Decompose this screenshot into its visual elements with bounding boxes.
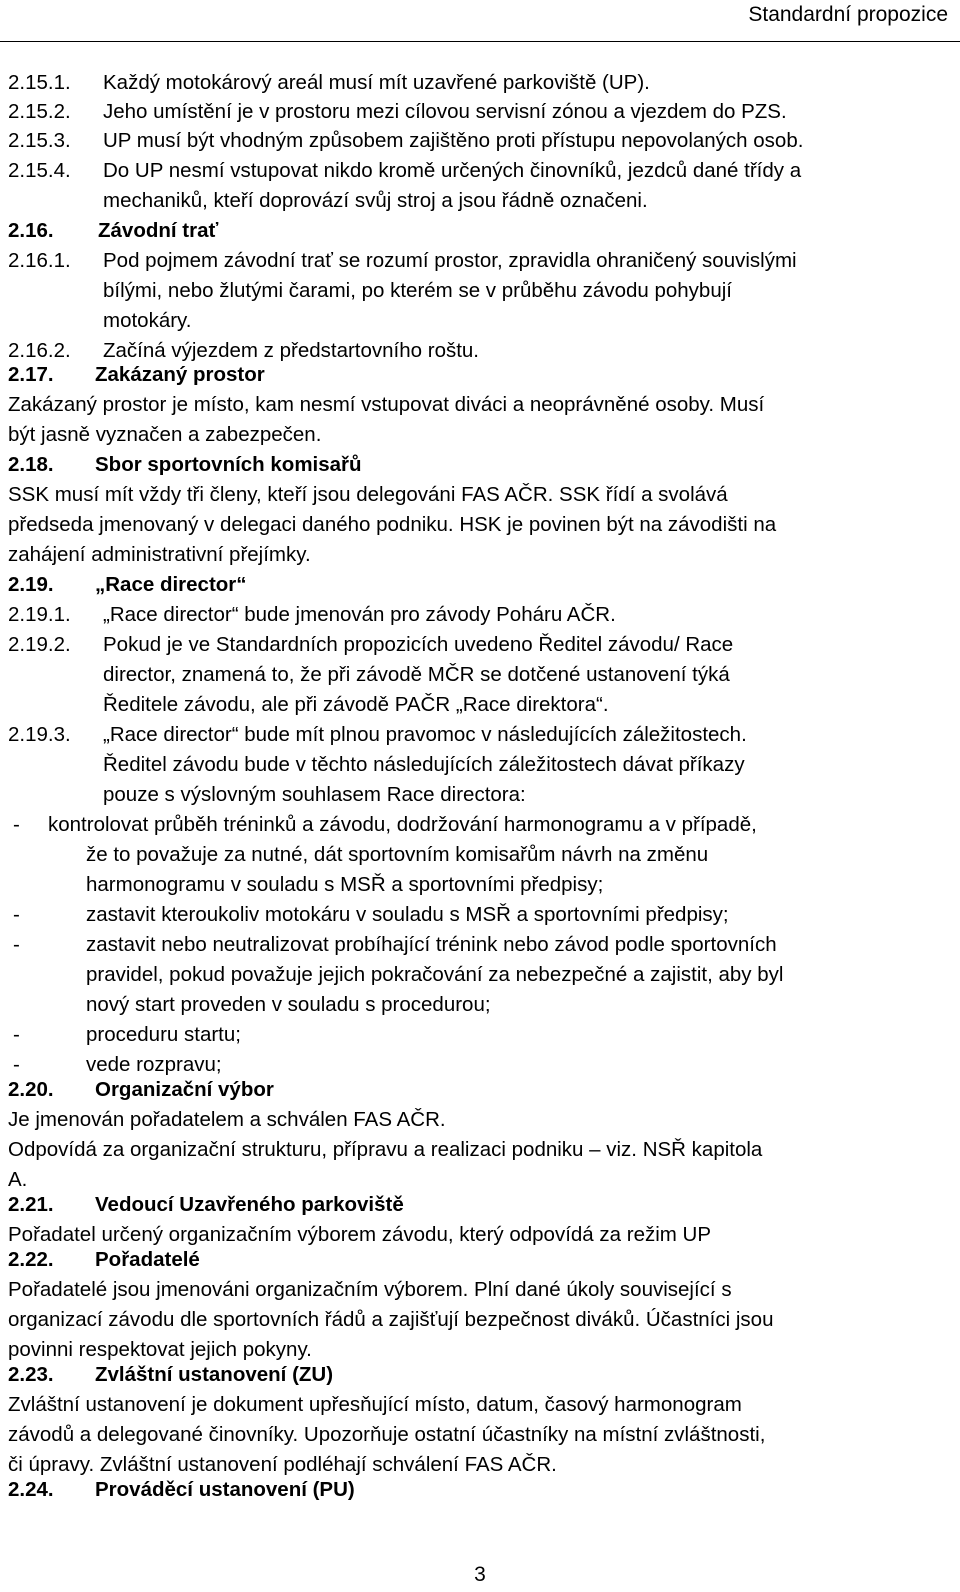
body-text-line: pouze s výslovným souhlasem Race directora: <box>103 783 526 806</box>
header-divider <box>0 41 960 42</box>
body-text-line: „Race director“ bude mít plnou pravomoc v následujících záležitostech. <box>103 723 747 746</box>
body-text-line: že to považuje za nutné, dát sportovním komisařům návrh na změnu <box>86 843 709 866</box>
body-text-line: povinni respektovat jejich pokyny. <box>8 1338 312 1361</box>
body-text-line: být jasně vyznačen a zabezpečen. <box>8 423 322 446</box>
body-text-line: Pod pojmem závodní trať se rozumí prostor, zpravidla ohraničený souvislými <box>103 249 797 272</box>
clause-number: 2.19.2. <box>8 633 71 656</box>
section-heading-text: Pořadatelé <box>95 1248 200 1271</box>
body-text-line: závodů a delegované činovníky. Upozorňuje ostatní účastníky na místní zvláštnosti, <box>8 1423 766 1446</box>
clause-number: 2.15.3. <box>8 129 71 152</box>
clause-number: - <box>13 933 20 956</box>
section-heading-text: 2.20. <box>8 1078 54 1101</box>
clause-number: - <box>13 1053 20 1076</box>
clause-number: 2.16.2. <box>8 339 71 362</box>
body-text-line: SSK musí mít vždy tři členy, kteří jsou delegováni FAS AČR. SSK řídí a svolává <box>8 483 728 506</box>
body-text-line: Odpovídá za organizační strukturu, přípravu a realizaci podniku – viz. NSŘ kapitola <box>8 1138 763 1161</box>
section-heading-text: Zvláštní ustanovení (ZU) <box>95 1363 334 1386</box>
clause-number: 2.16.1. <box>8 249 71 272</box>
body-text-line: nový start proveden v souladu s procedurou; <box>86 993 491 1016</box>
clause-number: - <box>13 1023 20 1046</box>
clause-number: - <box>13 813 20 836</box>
body-text-line: Začíná výjezdem z předstartovního roštu. <box>103 339 480 362</box>
body-text-line: Ředitel závodu bude v těchto následujících záležitostech dávat příkazy <box>103 753 745 776</box>
section-heading-text: Vedoucí Uzavřeného parkoviště <box>95 1193 404 1216</box>
section-heading-text: Organizační výbor <box>95 1078 274 1101</box>
body-text-line: mechaniků, kteří doprovází svůj stroj a jsou řádně označeni. <box>103 189 648 212</box>
body-text-line: Pořadatel určený organizačním výborem závodu, který odpovídá za režim UP <box>8 1223 712 1246</box>
body-text-line: Zakázaný prostor je místo, kam nesmí vstupovat diváci a neoprávněné osoby. Musí <box>8 393 765 416</box>
body-text-line: zastavit nebo neutralizovat probíhající trénink nebo závod podle sportovních <box>86 933 777 956</box>
body-text-line: A. <box>8 1168 28 1191</box>
body-text-line: director, znamená to, že při závodě MČR se dotčené ustanovení týká <box>103 663 730 686</box>
section-heading-text: 2.21. <box>8 1193 54 1216</box>
page-number: 3 <box>474 1563 486 1586</box>
section-heading-text: 2.18. <box>8 453 54 476</box>
clause-number: - <box>13 903 20 926</box>
body-text-line: Každý motokárový areál musí mít uzavřené parkoviště (UP). <box>103 71 650 94</box>
section-heading-text: Zakázaný prostor <box>95 363 265 386</box>
body-text-line: předseda jmenovaný v delegaci daného podniku. HSK je povinen být na závodišti na <box>8 513 777 536</box>
section-heading-text: 2.17. <box>8 363 54 386</box>
body-text-line: pravidel, pokud považuje jejich pokračování za nebezpečné a zajistit, aby byl <box>86 963 784 986</box>
clause-number: 2.15.1. <box>8 71 71 94</box>
section-heading-text: 2.19. <box>8 573 54 596</box>
section-heading-text: Závodní trať <box>98 219 219 242</box>
body-text-line: organizací závodu dle sportovních řádů a zajišťují bezpečnost diváků. Účastníci jsou <box>8 1308 774 1331</box>
body-text-line: zahájení administrativní přejímky. <box>8 543 311 566</box>
section-heading-text: „Race director“ <box>95 573 247 596</box>
body-text-line: Ředitele závodu, ale při závodě PAČR „Race direktora“. <box>103 693 609 716</box>
section-heading-text: 2.22. <box>8 1248 54 1271</box>
body-text-line: proceduru startu; <box>86 1023 241 1046</box>
clause-number: 2.15.4. <box>8 159 71 182</box>
body-text-line: Zvláštní ustanovení je dokument upřesňující místo, datum, časový harmonogram <box>8 1393 742 1416</box>
clause-number: 2.19.3. <box>8 723 71 746</box>
running-header: Standardní propozice <box>748 3 948 26</box>
clause-number: 2.15.2. <box>8 100 71 123</box>
clause-number: 2.19.1. <box>8 603 71 626</box>
body-text-line: Je jmenován pořadatelem a schválen FAS AČR. <box>8 1108 446 1131</box>
section-heading-text: 2.23. <box>8 1363 54 1386</box>
body-text-line: zastavit kteroukoliv motokáru v souladu s MSŘ a sportovními předpisy; <box>86 903 729 926</box>
body-text-line: kontrolovat průběh tréninků a závodu, dodržování harmonogramu a v případě, <box>48 813 757 836</box>
body-text-line: UP musí být vhodným způsobem zajištěno proti přístupu nepovolaných osob. <box>103 129 804 152</box>
body-text-line: Pokud je ve Standardních propozicích uvedeno Ředitel závodu/ Race <box>103 633 734 656</box>
body-text-line: vede rozpravu; <box>86 1053 222 1076</box>
body-text-line: Jeho umístění je v prostoru mezi cílovou servisní zónou a vjezdem do PZS. <box>103 100 787 123</box>
body-text-line: či úpravy. Zvláštní ustanovení podléhají schválení FAS AČR. <box>8 1453 557 1476</box>
body-text-line: Pořadatelé jsou jmenováni organizačním výborem. Plní dané úkoly související s <box>8 1278 732 1301</box>
section-heading-text: 2.16. <box>8 219 54 242</box>
section-heading-text: 2.24. <box>8 1478 54 1501</box>
body-text-line: Do UP nesmí vstupovat nikdo kromě určených činovníků, jezdců dané třídy a <box>103 159 802 182</box>
body-text-line: „Race director“ bude jmenován pro závody Poháru AČR. <box>103 603 616 626</box>
body-text-line: bílými, nebo žlutými čarami, po kterém se v průběhu závodu pohybují <box>103 279 732 302</box>
body-text-line: harmonogramu v souladu s MSŘ a sportovními předpisy; <box>86 873 604 896</box>
section-heading-text: Sbor sportovních komisařů <box>95 453 362 476</box>
section-heading-text: Prováděcí ustanovení (PU) <box>95 1478 355 1501</box>
body-text-line: motokáry. <box>103 309 192 332</box>
